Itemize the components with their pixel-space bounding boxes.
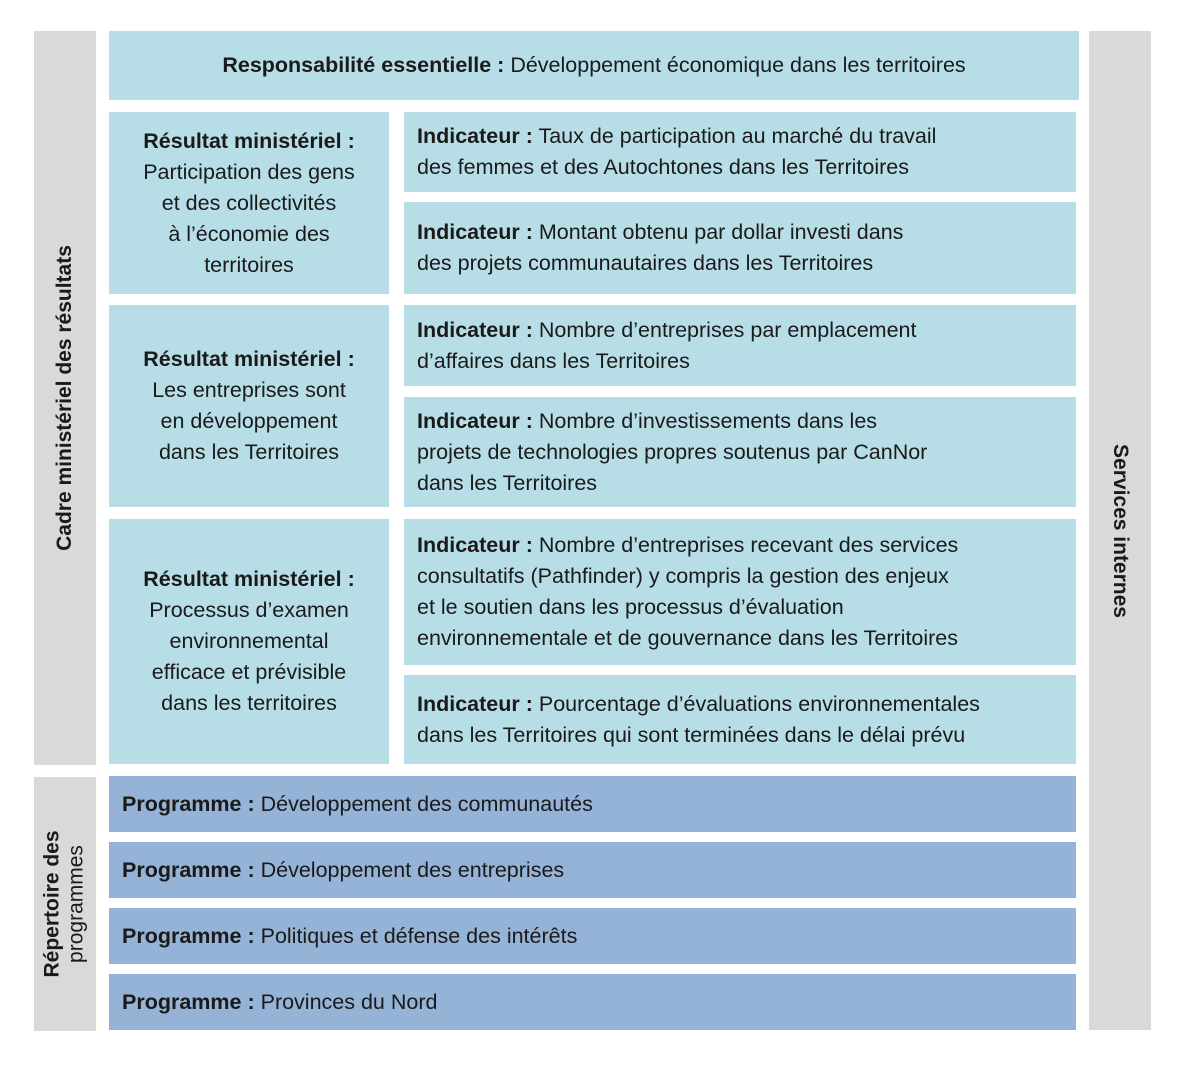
indicator-box <box>404 675 1076 764</box>
indicator-text-line: dans les Territoires qui sont terminées dans le délai prévu <box>417 722 966 747</box>
result-text-line: à l’économie des <box>168 221 330 246</box>
indicator-text-line: Pourcentage d’évaluations environnementales <box>532 691 980 716</box>
indicator-text-line: dans les Territoires <box>417 470 598 495</box>
indicator-box <box>404 112 1076 192</box>
result-label: Résultat ministériel : <box>143 347 355 371</box>
indicator-text-line: environnementale et de gouvernance dans les Territoires <box>417 626 959 650</box>
program-label: Programme : <box>122 791 255 816</box>
result-text-line: territoires <box>204 252 294 277</box>
indicator-label: Indicateur : <box>417 533 533 557</box>
program-box <box>109 908 1076 964</box>
result-text-line: efficace et prévisible <box>151 660 347 684</box>
indicator-text-line: consultatifs (Pathfinder) y compris la gestion des enjeux <box>417 564 949 588</box>
core-responsibility-label: Responsabilité essentielle : <box>222 53 505 77</box>
indicator-label: Indicateur : <box>417 317 533 342</box>
indicator-box <box>404 305 1076 386</box>
program-box <box>109 974 1076 1030</box>
results-framework-label: Cadre ministériel des résultats <box>53 245 77 551</box>
result-text-line: Processus d’examen <box>149 598 349 622</box>
result-text-line: dans les territoires <box>161 691 337 715</box>
core-responsibility-box <box>109 31 1079 100</box>
indicator-label: Indicateur : <box>417 408 533 433</box>
result-text-line: environnemental <box>169 629 329 653</box>
program-value: Développement des communautés <box>254 791 593 816</box>
internal-services-label: Services internes <box>1109 443 1132 618</box>
indicator-text-line: projets de technologies propres soutenus par CanNor <box>417 439 928 464</box>
result-box <box>109 112 389 294</box>
program-label: Programme : <box>122 857 255 882</box>
indicator-text-line: d’affaires dans les Territoires <box>417 348 690 373</box>
indicator-label: Indicateur : <box>417 691 533 716</box>
result-text-line: dans les Territoires <box>158 440 340 464</box>
indicator-text-line: Montant obtenu par dollar investi dans <box>532 220 904 244</box>
program-value: Développement des entreprises <box>254 857 565 882</box>
program-label: Programme : <box>122 923 255 948</box>
results-framework-bar <box>34 31 96 765</box>
indicator-box <box>404 519 1076 665</box>
program-label: Programme : <box>122 989 255 1014</box>
result-text-line: et des collectivités <box>161 190 337 215</box>
result-box <box>109 305 389 507</box>
program-inventory-label-line2: programmes <box>65 845 88 963</box>
internal-services-bar <box>1089 31 1151 1030</box>
result-text-line: Participation des gens <box>143 159 355 184</box>
result-box <box>109 519 389 764</box>
indicator-label: Indicateur : <box>417 124 533 148</box>
indicator-box <box>404 397 1076 507</box>
program-value: Politiques et défense des intérêts <box>254 923 578 948</box>
result-text-line: en développement <box>160 409 338 433</box>
indicator-text-line: des femmes et des Autochtones dans les Territoires <box>417 155 909 179</box>
program-inventory-bar <box>34 777 96 1031</box>
indicator-box <box>404 202 1076 294</box>
indicator-text-line: Taux de participation au marché du travail <box>532 124 937 148</box>
indicator-text-line: et le soutien dans les processus d’évaluation <box>417 595 844 619</box>
program-inventory-label-line1: Répertoire des <box>41 830 64 978</box>
indicator-text-line: Nombre d’entreprises par emplacement <box>532 317 917 342</box>
result-text-line: Les entreprises sont <box>152 378 346 402</box>
core-responsibility-value: Développement économique dans les territoires <box>504 53 966 77</box>
program-inventory-label <box>41 830 89 977</box>
indicator-label: Indicateur : <box>417 220 533 244</box>
result-label: Résultat ministériel : <box>143 128 355 153</box>
indicator-text-line: des projets communautaires dans les Territoires <box>417 251 874 275</box>
indicator-text-line: Nombre d’investissements dans les <box>532 408 878 433</box>
program-box <box>109 842 1076 898</box>
program-box <box>109 776 1076 832</box>
program-value: Provinces du Nord <box>254 989 438 1014</box>
indicator-text-line: Nombre d’entreprises recevant des services <box>532 533 959 557</box>
result-label: Résultat ministériel : <box>143 567 355 591</box>
